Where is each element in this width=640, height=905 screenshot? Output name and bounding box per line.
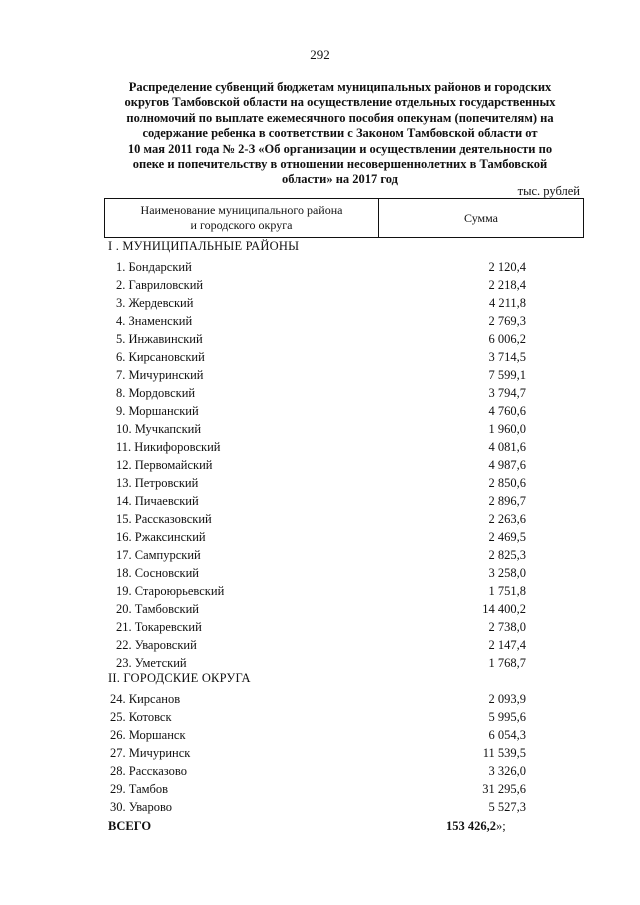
table-row	[108, 456, 526, 474]
table-row	[108, 744, 526, 762]
row-label: 15. Рассказовский	[116, 511, 212, 526]
row-label: 2. Гавриловский	[116, 277, 204, 292]
row-label: 18. Сосновский	[116, 565, 199, 580]
table-row	[108, 546, 526, 564]
total-value: 153 426,2	[446, 819, 496, 833]
title-line: полномочий по выплате ежемесячного пособия опекунам (попечителям) на	[126, 110, 554, 125]
table-row	[108, 348, 526, 366]
table-row	[108, 564, 526, 582]
table-row	[108, 654, 526, 672]
row-value: 2 896,7	[488, 493, 526, 508]
table-row	[108, 762, 526, 780]
row-value: 4 760,6	[488, 403, 526, 418]
row-value: 2 218,4	[488, 277, 526, 292]
row-label: 10. Мучкапский	[116, 421, 202, 436]
row-label: 19. Староюрьевский	[116, 583, 225, 598]
city-districts-list	[108, 690, 526, 816]
table-row	[108, 690, 526, 708]
title-line: содержание ребенка в соответствии с Законом Тамбовской области от	[142, 126, 538, 141]
row-label: 7. Мичуринский	[116, 367, 204, 382]
row-value: 31 295,6	[482, 781, 526, 796]
table-row	[108, 798, 526, 816]
row-value: 4 081,6	[488, 439, 526, 454]
row-value: 2 469,5	[488, 529, 526, 544]
row-value: 2 769,3	[488, 313, 526, 328]
document-title	[100, 80, 580, 188]
table-row	[108, 312, 526, 330]
row-value: 5 995,6	[488, 709, 526, 724]
row-value: 4 987,6	[488, 457, 526, 472]
table-row	[108, 366, 526, 384]
row-value: 1 751,8	[488, 583, 526, 598]
table-row	[108, 438, 526, 456]
table-row	[108, 492, 526, 510]
row-value: 2 263,6	[488, 511, 526, 526]
row-label: 14. Пичаевский	[116, 493, 199, 508]
row-label: 11. Никифоровский	[116, 439, 221, 454]
row-value: 2 850,6	[488, 475, 526, 490]
row-label: 26. Моршанск	[110, 727, 186, 742]
row-value: 4 211,8	[488, 295, 526, 310]
row-label: 25. Котовск	[110, 709, 172, 724]
table-header	[104, 198, 584, 238]
row-value: 6 054,3	[488, 727, 526, 742]
row-value: 6 006,2	[488, 331, 526, 346]
units-label: тыс. рублей	[517, 184, 580, 198]
row-label: 6. Кирсановский	[116, 349, 205, 364]
row-label: 20. Тамбовский	[116, 601, 199, 616]
table-row	[108, 600, 526, 618]
row-label: 13. Петровский	[116, 475, 199, 490]
row-value: 2 120,4	[488, 259, 526, 274]
row-label: 27. Мичуринск	[110, 745, 191, 760]
table-row	[108, 276, 526, 294]
total-label: ВСЕГО	[108, 819, 152, 833]
table-row	[108, 510, 526, 528]
row-label: 4. Знаменский	[116, 313, 193, 328]
table-row	[108, 258, 526, 276]
row-value: 2 147,4	[488, 637, 526, 652]
row-value: 2 825,3	[488, 547, 526, 562]
table-row	[108, 420, 526, 438]
sum-column-header: Сумма	[464, 210, 498, 225]
row-value: 11 539,5	[482, 745, 526, 760]
total-suffix: »;	[496, 819, 506, 833]
row-label: 3. Жердевский	[116, 295, 194, 310]
name-header-line: и городского округа	[190, 218, 293, 232]
row-value: 1 768,7	[488, 655, 526, 670]
page-number: 292	[310, 47, 330, 62]
row-value: 3 714,5	[488, 349, 526, 364]
row-label: 16. Ржаксинский	[116, 529, 206, 544]
total-row	[108, 819, 538, 834]
title-line: 10 мая 2011 года № 2-З «Об организации и осуществлении деятельности по	[127, 141, 553, 156]
row-label: 30. Уварово	[110, 799, 173, 814]
table-row	[108, 330, 526, 348]
row-label: 29. Тамбов	[110, 781, 169, 796]
name-column-header	[105, 199, 379, 237]
row-value: 1 960,0	[488, 421, 526, 436]
row-value: 3 258,0	[488, 565, 526, 580]
table-row	[108, 528, 526, 546]
row-label: 21. Токаревский	[116, 619, 202, 634]
row-label: 28. Рассказово	[110, 763, 187, 778]
row-label: 1. Бондарский	[116, 259, 192, 274]
row-label: 17. Сампурский	[116, 547, 201, 562]
table-row	[108, 402, 526, 420]
row-value: 2 093,9	[488, 691, 526, 706]
row-value: 5 527,3	[488, 799, 526, 814]
row-label: 5. Инжавинский	[116, 331, 203, 346]
row-value: 3 326,0	[488, 763, 526, 778]
section-title-city-districts: II. ГОРОДСКИЕ ОКРУГА	[108, 671, 251, 685]
table-row	[108, 618, 526, 636]
row-value: 3 794,7	[488, 385, 526, 400]
table-row	[108, 726, 526, 744]
table-row	[108, 708, 526, 726]
row-label: 23. Уметский	[116, 655, 187, 670]
title-line: округов Тамбовской области на осуществление отдельных государственных	[124, 95, 556, 110]
row-label: 22. Уваровский	[116, 637, 197, 652]
name-header-line: Наименование муниципального района	[140, 203, 343, 217]
table-row	[108, 384, 526, 402]
row-label: 24. Кирсанов	[110, 691, 181, 706]
row-value: 14 400,2	[482, 601, 526, 616]
table-row	[108, 474, 526, 492]
section-title-districts: I . МУНИЦИПАЛЬНЫЕ РАЙОНЫ	[108, 239, 300, 253]
row-value: 7 599,1	[488, 367, 526, 382]
table-row	[108, 780, 526, 798]
row-label: 12. Первомайский	[116, 457, 213, 472]
row-label: 8. Мордовский	[116, 385, 196, 400]
districts-list	[108, 258, 526, 672]
table-row	[108, 582, 526, 600]
table-row	[108, 636, 526, 654]
title-line: опеке и попечительству в отношении несовершеннолетних в Тамбовской	[132, 157, 548, 172]
title-line: области» на 2017 год	[282, 172, 398, 187]
title-line: Распределение субвенций бюджетам муниципальных районов и городских	[128, 80, 552, 94]
row-value: 2 738,0	[488, 619, 526, 634]
row-label: 9. Моршанский	[116, 403, 199, 418]
table-row	[108, 294, 526, 312]
